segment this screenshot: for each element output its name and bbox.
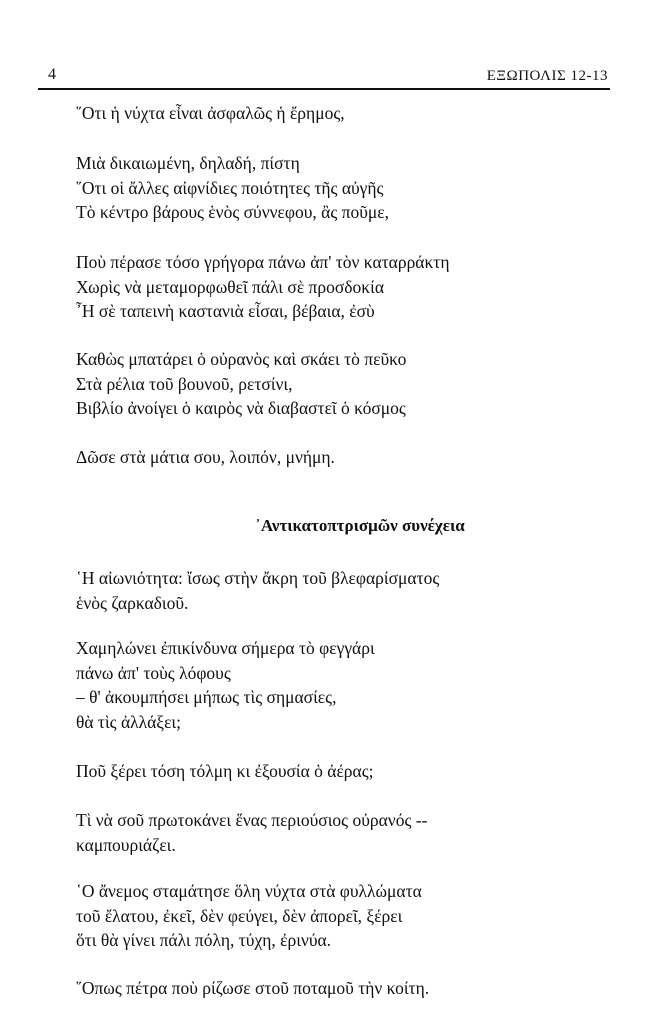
poem-line: Μιὰ δικαιωμένη, δηλαδή, πίστη — [76, 153, 300, 173]
poem-line: Χωρὶς νὰ μεταμορφωθεῖ πάλι σὲ προσδοκία — [76, 276, 384, 297]
poem-line: ῾Η αἰωνιότητα: ἴσως στὴν ἄκρη τοῦ βλεφαρίσματος — [76, 568, 440, 588]
section-title — [0, 516, 656, 536]
poem-line: – θ' ἀκουμπήσει μήπως τὶς σημασίες, — [76, 687, 337, 707]
poem-line: ὅτι θὰ γίνει πάλι πόλη, τύχη, ἐρινύα. — [76, 930, 332, 950]
poem-line: ῾Ο ἄνεμος σταμάτησε ὅλη νύχτα στὰ φυλλώματα — [76, 881, 422, 901]
poem-line: Χαμηλώνει ἐπικίνδυνα σήμερα τὸ φεγγάρι — [76, 638, 375, 658]
running-head: ΕΞΩΠΟΛΙΣ 12-13 — [486, 68, 608, 84]
poem-line: Ποῦ ξέρει τόση τόλμη κι ἐξουσία ὁ ἀέρας; — [76, 761, 374, 781]
page-header — [38, 62, 610, 90]
poem-line: τοῦ ἔλατου, ἐκεῖ, δὲν φεύγει, δὲν ἀπορεῖ, ξέρει — [76, 905, 403, 926]
poem-stanza — [76, 347, 616, 421]
poem-line: ῞Οτι ἡ νύχτα εἶναι ἀσφαλῶς ἡ ἔρημος, — [76, 103, 345, 123]
poem-line: ἑνὸς ζαρκαδιοῦ. — [76, 592, 189, 613]
poem-line: πάνω ἀπ' τοὺς λόφους — [76, 662, 231, 683]
poem-stanza — [76, 566, 616, 615]
poem-stanza — [76, 976, 616, 1001]
page-number: 4 — [48, 66, 56, 83]
poem-line: Τὸ κέντρο βάρους ἑνὸς σύννεφου, ἂς ποῦμε, — [76, 202, 389, 222]
poem-stanza — [76, 445, 616, 470]
poem-stanza — [76, 250, 616, 324]
poem-line: Στὰ ρέλια τοῦ βουνοῦ, ρετσίνι, — [76, 373, 293, 394]
poem-line: ῞Οτι οἱ ἄλλες αἰφνίδιες ποιότητες τῆς αὐγῆς — [76, 177, 384, 198]
poem-stanza — [76, 101, 616, 126]
poem-stanza — [76, 879, 616, 953]
poem-line: καμπουριάζει. — [76, 834, 176, 855]
poem-line: Τὶ νὰ σοῦ πρωτοκάνει ἕνας περιούσιος οὐρανός -- — [76, 810, 428, 830]
poem-line: Καθὼς μπατάρει ὁ οὐρανὸς καὶ σκάει τὸ πεῦκο — [76, 349, 407, 369]
poem-line: Βιβλίο ἀνοίγει ὁ καιρὸς νὰ διαβαστεῖ ὁ κόσμος — [76, 398, 406, 418]
poem-stanza — [76, 759, 616, 784]
poem-line: Ποὺ πέρασε τόσο γρήγορα πάνω ἀπ' τὸν καταρράκτη — [76, 252, 450, 272]
poem-stanza — [76, 808, 616, 857]
poem-line: θὰ τὶς ἀλλάξει; — [76, 711, 181, 732]
poem-stanza — [76, 636, 616, 734]
poem-line: ῏Η σὲ ταπεινὴ καστανιὰ εἶσαι, βέβαια, ἐσὺ — [76, 301, 375, 321]
poem-line: ῞Οπως πέτρα ποὺ ρίζωσε στοῦ ποταμοῦ τὴν κοίτη. — [76, 978, 430, 998]
poem-line: Δῶσε στὰ μάτια σου, λοιπόν, μνήμη. — [76, 447, 335, 467]
section-title-text: ᾿Αντικατοπτρισμῶν συνέχεια — [255, 516, 465, 535]
poem-stanza — [76, 151, 616, 225]
